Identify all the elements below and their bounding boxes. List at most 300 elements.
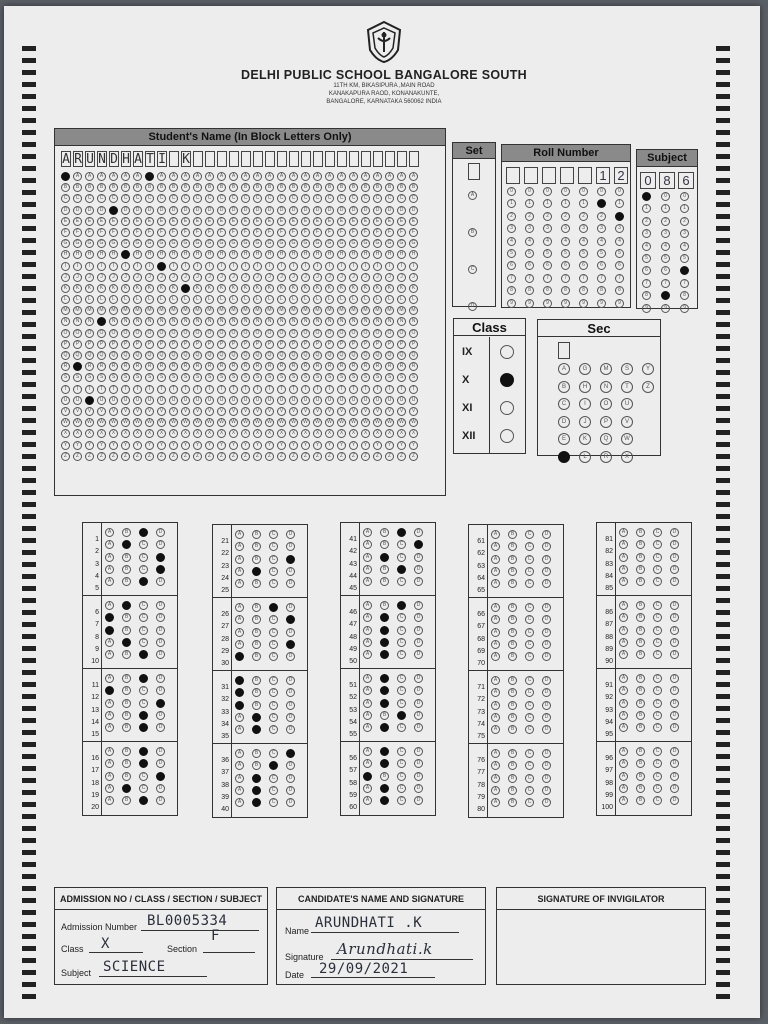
name-bubble[interactable]: X	[397, 429, 406, 438]
name-bubble[interactable]: M	[409, 306, 418, 315]
answer-bubble[interactable]: A	[619, 650, 628, 659]
name-bubble[interactable]: J	[313, 273, 322, 282]
answer-bubble[interactable]: C	[525, 713, 534, 722]
answer-bubble[interactable]: A	[619, 577, 628, 586]
name-bubble[interactable]: A	[229, 172, 238, 181]
name-bubble[interactable]: G	[133, 239, 142, 248]
roll_number-bubble[interactable]: 4	[543, 237, 552, 246]
name-bubble[interactable]: X	[241, 429, 250, 438]
answer-bubble[interactable]: B	[636, 626, 645, 635]
name-bubble[interactable]: V	[109, 407, 118, 416]
name-bubble[interactable]: B	[397, 183, 406, 192]
name-bubble[interactable]: R	[121, 362, 130, 371]
name-bubble[interactable]: L	[277, 295, 286, 304]
name-bubble[interactable]: Z	[385, 452, 394, 461]
answer-bubble[interactable]: D	[414, 577, 423, 586]
name-bubble[interactable]: O	[97, 329, 106, 338]
answer-bubble[interactable]: D	[156, 747, 165, 756]
roll_number-bubble[interactable]: 9	[525, 299, 534, 308]
name-bubble[interactable]: Q	[205, 351, 214, 360]
answer-bubble[interactable]: A	[363, 699, 372, 708]
name-letter-box[interactable]	[325, 151, 335, 167]
name-bubble[interactable]: X	[205, 429, 214, 438]
name-bubble[interactable]: K	[337, 284, 346, 293]
answer-bubble[interactable]: D	[286, 555, 295, 564]
name-bubble[interactable]: Y	[385, 441, 394, 450]
name-bubble[interactable]: H	[229, 250, 238, 259]
name-bubble[interactable]: L	[61, 295, 70, 304]
name-bubble[interactable]: Q	[397, 351, 406, 360]
subject-bubble[interactable]: 2	[661, 217, 670, 226]
name-bubble[interactable]: F	[361, 228, 370, 237]
answer-bubble[interactable]: B	[636, 686, 645, 695]
name-bubble[interactable]: Z	[121, 452, 130, 461]
name-bubble[interactable]: G	[265, 239, 274, 248]
name-bubble[interactable]: A	[157, 172, 166, 181]
name-letter-box[interactable]	[265, 151, 275, 167]
answer-bubble[interactable]: C	[269, 725, 278, 734]
name-bubble[interactable]: Q	[385, 351, 394, 360]
name-bubble[interactable]: I	[337, 262, 346, 271]
section-bubble[interactable]: C	[558, 398, 570, 410]
name-bubble[interactable]: L	[109, 295, 118, 304]
section-bubble[interactable]: P	[600, 416, 612, 428]
roll_number-bubble[interactable]: 2	[615, 212, 624, 221]
answer-bubble[interactable]: C	[653, 747, 662, 756]
name-bubble[interactable]: O	[337, 329, 346, 338]
answer-bubble[interactable]: A	[105, 613, 114, 622]
name-bubble[interactable]: E	[385, 217, 394, 226]
name-bubble[interactable]: B	[193, 183, 202, 192]
answer-bubble[interactable]: D	[670, 759, 679, 768]
name-bubble[interactable]: X	[289, 429, 298, 438]
name-bubble[interactable]: W	[121, 418, 130, 427]
name-bubble[interactable]: L	[337, 295, 346, 304]
name-bubble[interactable]: G	[409, 239, 418, 248]
answer-bubble[interactable]: B	[636, 699, 645, 708]
answer-bubble[interactable]: A	[491, 603, 500, 612]
name-bubble[interactable]: T	[325, 385, 334, 394]
roll_number-bubble[interactable]: 6	[579, 261, 588, 270]
name-bubble[interactable]: S	[205, 373, 214, 382]
subject-bubble[interactable]: 4	[680, 242, 689, 251]
name-bubble[interactable]: J	[373, 273, 382, 282]
answer-bubble[interactable]: C	[269, 555, 278, 564]
name-bubble[interactable]: P	[109, 340, 118, 349]
roll_number-bubble[interactable]: 2	[525, 212, 534, 221]
answer-bubble[interactable]: B	[252, 688, 261, 697]
name-bubble[interactable]: S	[373, 373, 382, 382]
name-bubble[interactable]: D	[253, 206, 262, 215]
name-bubble[interactable]: M	[265, 306, 274, 315]
answer-bubble[interactable]: B	[252, 652, 261, 661]
answer-bubble[interactable]: A	[619, 553, 628, 562]
roll_number-bubble[interactable]: 7	[561, 274, 570, 283]
section-bubble[interactable]: A	[558, 363, 570, 375]
name-bubble[interactable]: L	[313, 295, 322, 304]
name-bubble[interactable]: P	[301, 340, 310, 349]
name-letter-box[interactable]	[349, 151, 359, 167]
name-bubble[interactable]: J	[361, 273, 370, 282]
answer-bubble[interactable]: A	[619, 601, 628, 610]
name-bubble[interactable]: A	[241, 172, 250, 181]
name-bubble[interactable]: L	[193, 295, 202, 304]
name-bubble[interactable]: W	[145, 418, 154, 427]
name-bubble[interactable]: M	[277, 306, 286, 315]
name-bubble[interactable]: Z	[217, 452, 226, 461]
name-bubble[interactable]: A	[121, 172, 130, 181]
name-bubble[interactable]: A	[61, 172, 70, 181]
name-bubble[interactable]: B	[301, 183, 310, 192]
name-bubble[interactable]: Z	[85, 452, 94, 461]
name-bubble[interactable]: W	[85, 418, 94, 427]
name-bubble[interactable]: P	[157, 340, 166, 349]
name-bubble[interactable]: I	[145, 262, 154, 271]
roll_number-bubble[interactable]: 1	[543, 199, 552, 208]
roll_number-bubble[interactable]: 4	[561, 237, 570, 246]
answer-bubble[interactable]: A	[619, 796, 628, 805]
name-bubble[interactable]: K	[217, 284, 226, 293]
name-bubble[interactable]: Q	[193, 351, 202, 360]
name-bubble[interactable]: H	[289, 250, 298, 259]
name-bubble[interactable]: U	[73, 396, 82, 405]
name-bubble[interactable]: S	[229, 373, 238, 382]
name-bubble[interactable]: L	[157, 295, 166, 304]
answer-bubble[interactable]: D	[542, 555, 551, 564]
answer-bubble[interactable]: C	[397, 565, 406, 574]
answer-bubble[interactable]: B	[252, 749, 261, 758]
answer-bubble[interactable]: A	[619, 759, 628, 768]
class-option-bubble[interactable]	[500, 429, 514, 443]
name-bubble[interactable]: H	[301, 250, 310, 259]
name-bubble[interactable]: G	[253, 239, 262, 248]
answer-bubble[interactable]: C	[397, 528, 406, 537]
name-bubble[interactable]: S	[241, 373, 250, 382]
name-bubble[interactable]: M	[301, 306, 310, 315]
answer-bubble[interactable]: C	[525, 603, 534, 612]
name-bubble[interactable]: S	[61, 373, 70, 382]
name-bubble[interactable]: N	[325, 317, 334, 326]
name-bubble[interactable]: O	[241, 329, 250, 338]
answer-bubble[interactable]: D	[286, 567, 295, 576]
answer-bubble[interactable]: A	[491, 761, 500, 770]
name-bubble[interactable]: C	[373, 194, 382, 203]
answer-bubble[interactable]: C	[525, 688, 534, 697]
answer-bubble[interactable]: D	[670, 540, 679, 549]
name-bubble[interactable]: R	[289, 362, 298, 371]
name-bubble[interactable]: S	[121, 373, 130, 382]
answer-bubble[interactable]: A	[105, 626, 114, 635]
answer-bubble[interactable]: C	[525, 567, 534, 576]
answer-bubble[interactable]: B	[252, 798, 261, 807]
name-bubble[interactable]: K	[145, 284, 154, 293]
name-bubble[interactable]: F	[193, 228, 202, 237]
answer-bubble[interactable]: C	[653, 650, 662, 659]
name-bubble[interactable]: K	[205, 284, 214, 293]
name-bubble[interactable]: K	[313, 284, 322, 293]
name-bubble[interactable]: C	[169, 194, 178, 203]
answer-bubble[interactable]: B	[636, 759, 645, 768]
name-bubble[interactable]: K	[277, 284, 286, 293]
name-bubble[interactable]: F	[133, 228, 142, 237]
name-bubble[interactable]: H	[97, 250, 106, 259]
name-bubble[interactable]: G	[397, 239, 406, 248]
name-letter-box[interactable]	[313, 151, 323, 167]
subject-bubble[interactable]: 8	[661, 291, 670, 300]
answer-bubble[interactable]: C	[397, 540, 406, 549]
name-bubble[interactable]: M	[349, 306, 358, 315]
name-bubble[interactable]: V	[133, 407, 142, 416]
answer-bubble[interactable]: A	[235, 615, 244, 624]
answer-bubble[interactable]: D	[670, 577, 679, 586]
answer-bubble[interactable]: D	[414, 772, 423, 781]
name-bubble[interactable]: X	[373, 429, 382, 438]
name-bubble[interactable]: P	[409, 340, 418, 349]
answer-bubble[interactable]: B	[508, 555, 517, 564]
section-bubble[interactable]: Z	[642, 381, 654, 393]
answer-bubble[interactable]: C	[269, 652, 278, 661]
name-bubble[interactable]: U	[109, 396, 118, 405]
name-bubble[interactable]: F	[85, 228, 94, 237]
answer-bubble[interactable]: C	[653, 699, 662, 708]
name-letter-box[interactable]	[217, 151, 227, 167]
answer-bubble[interactable]: A	[619, 613, 628, 622]
name-bubble[interactable]: Z	[73, 452, 82, 461]
name-bubble[interactable]: B	[229, 183, 238, 192]
name-bubble[interactable]: B	[241, 183, 250, 192]
name-bubble[interactable]: O	[349, 329, 358, 338]
name-bubble[interactable]: U	[181, 396, 190, 405]
name-bubble[interactable]: P	[289, 340, 298, 349]
answer-bubble[interactable]: B	[636, 747, 645, 756]
answer-bubble[interactable]: D	[286, 579, 295, 588]
answer-bubble[interactable]: B	[380, 540, 389, 549]
name-bubble[interactable]: W	[325, 418, 334, 427]
answer-bubble[interactable]: A	[105, 565, 114, 574]
name-bubble[interactable]: C	[409, 194, 418, 203]
subject-bubble[interactable]: 3	[642, 229, 651, 238]
name-bubble[interactable]: J	[61, 273, 70, 282]
name-bubble[interactable]: T	[385, 385, 394, 394]
answer-bubble[interactable]: D	[156, 528, 165, 537]
name-bubble[interactable]: N	[193, 317, 202, 326]
name-bubble[interactable]: C	[385, 194, 394, 203]
name-bubble[interactable]: U	[145, 396, 154, 405]
name-bubble[interactable]: G	[217, 239, 226, 248]
name-bubble[interactable]: P	[145, 340, 154, 349]
name-bubble[interactable]: O	[409, 329, 418, 338]
name-bubble[interactable]: K	[133, 284, 142, 293]
name-bubble[interactable]: M	[121, 306, 130, 315]
name-bubble[interactable]: K	[361, 284, 370, 293]
answer-bubble[interactable]: A	[491, 579, 500, 588]
name-bubble[interactable]: T	[169, 385, 178, 394]
answer-bubble[interactable]: B	[380, 626, 389, 635]
answer-bubble[interactable]: C	[397, 601, 406, 610]
name-bubble[interactable]: F	[289, 228, 298, 237]
answer-bubble[interactable]: C	[139, 577, 148, 586]
answer-bubble[interactable]: A	[363, 601, 372, 610]
roll_number-bubble[interactable]: 0	[525, 187, 534, 196]
name-bubble[interactable]: C	[253, 194, 262, 203]
name-bubble[interactable]: K	[169, 284, 178, 293]
answer-bubble[interactable]: D	[286, 749, 295, 758]
name-bubble[interactable]: U	[325, 396, 334, 405]
answer-bubble[interactable]: A	[235, 701, 244, 710]
roll_number-bubble[interactable]: 8	[597, 286, 606, 295]
answer-bubble[interactable]: D	[286, 774, 295, 783]
roll_number-bubble[interactable]: 1	[507, 199, 516, 208]
name-bubble[interactable]: A	[337, 172, 346, 181]
answer-bubble[interactable]: B	[252, 640, 261, 649]
name-bubble[interactable]: D	[73, 206, 82, 215]
name-bubble[interactable]: E	[157, 217, 166, 226]
section-bubble[interactable]: D	[558, 416, 570, 428]
answer-bubble[interactable]: D	[156, 626, 165, 635]
name-bubble[interactable]: L	[373, 295, 382, 304]
name-bubble[interactable]: E	[229, 217, 238, 226]
name-bubble[interactable]: T	[301, 385, 310, 394]
name-bubble[interactable]: M	[229, 306, 238, 315]
name-bubble[interactable]: H	[361, 250, 370, 259]
name-bubble[interactable]: U	[85, 396, 94, 405]
name-bubble[interactable]: B	[85, 183, 94, 192]
name-bubble[interactable]: I	[73, 262, 82, 271]
name-bubble[interactable]: U	[253, 396, 262, 405]
answer-bubble[interactable]: A	[235, 567, 244, 576]
roll_number-bubble[interactable]: 4	[615, 237, 624, 246]
answer-bubble[interactable]: D	[670, 553, 679, 562]
answer-bubble[interactable]: C	[397, 577, 406, 586]
name-bubble[interactable]: G	[373, 239, 382, 248]
name-bubble[interactable]: E	[133, 217, 142, 226]
name-bubble[interactable]: Z	[241, 452, 250, 461]
name-bubble[interactable]: U	[193, 396, 202, 405]
roll_number-bubble[interactable]: 6	[525, 261, 534, 270]
answer-bubble[interactable]: C	[653, 711, 662, 720]
name-bubble[interactable]: X	[145, 429, 154, 438]
name-bubble[interactable]: O	[169, 329, 178, 338]
answer-bubble[interactable]: D	[286, 676, 295, 685]
name-bubble[interactable]: J	[265, 273, 274, 282]
answer-bubble[interactable]: C	[269, 676, 278, 685]
name-bubble[interactable]: M	[217, 306, 226, 315]
class-option-bubble[interactable]	[500, 345, 514, 359]
answer-bubble[interactable]: D	[156, 553, 165, 562]
name-bubble[interactable]: A	[169, 172, 178, 181]
name-bubble[interactable]: S	[385, 373, 394, 382]
answer-bubble[interactable]: D	[542, 798, 551, 807]
subject-bubble[interactable]: 0	[680, 192, 689, 201]
name-bubble[interactable]: Z	[97, 452, 106, 461]
name-bubble[interactable]: L	[145, 295, 154, 304]
name-bubble[interactable]: O	[133, 329, 142, 338]
name-bubble[interactable]: G	[277, 239, 286, 248]
name-bubble[interactable]: N	[229, 317, 238, 326]
section-bubble[interactable]: I	[579, 398, 591, 410]
name-bubble[interactable]: N	[361, 317, 370, 326]
section-bubble[interactable]: M	[600, 363, 612, 375]
name-bubble[interactable]: A	[289, 172, 298, 181]
answer-bubble[interactable]: D	[542, 542, 551, 551]
name-bubble[interactable]: V	[217, 407, 226, 416]
name-bubble[interactable]: P	[229, 340, 238, 349]
name-letter-box[interactable]: D	[110, 152, 118, 167]
name-bubble[interactable]: F	[121, 228, 130, 237]
name-bubble[interactable]: T	[253, 385, 262, 394]
answer-bubble[interactable]: C	[653, 553, 662, 562]
name-bubble[interactable]: F	[265, 228, 274, 237]
answer-bubble[interactable]: C	[269, 603, 278, 612]
name-bubble[interactable]: I	[289, 262, 298, 271]
name-bubble[interactable]: Z	[301, 452, 310, 461]
answer-bubble[interactable]: D	[542, 652, 551, 661]
name-bubble[interactable]: V	[337, 407, 346, 416]
name-bubble[interactable]: M	[73, 306, 82, 315]
answer-bubble[interactable]: B	[380, 674, 389, 683]
answer-bubble[interactable]: C	[269, 530, 278, 539]
name-bubble[interactable]: S	[73, 373, 82, 382]
answer-bubble[interactable]: C	[397, 796, 406, 805]
roll_number-bubble[interactable]: 1	[561, 199, 570, 208]
answer-bubble[interactable]: D	[670, 711, 679, 720]
name-bubble[interactable]: Q	[109, 351, 118, 360]
answer-bubble[interactable]: D	[286, 615, 295, 624]
name-bubble[interactable]: A	[277, 172, 286, 181]
answer-bubble[interactable]: D	[286, 652, 295, 661]
answer-bubble[interactable]: D	[670, 601, 679, 610]
answer-bubble[interactable]: A	[491, 725, 500, 734]
answer-bubble[interactable]: A	[491, 774, 500, 783]
answer-bubble[interactable]: C	[525, 530, 534, 539]
roll_number-bubble[interactable]: 0	[543, 187, 552, 196]
name-bubble[interactable]: L	[301, 295, 310, 304]
answer-bubble[interactable]: A	[105, 796, 114, 805]
answer-bubble[interactable]: B	[508, 652, 517, 661]
name-bubble[interactable]: B	[169, 183, 178, 192]
answer-bubble[interactable]: A	[491, 640, 500, 649]
name-bubble[interactable]: J	[145, 273, 154, 282]
name-letter-box[interactable]	[229, 151, 239, 167]
name-bubble[interactable]: U	[289, 396, 298, 405]
subject-bubble[interactable]: 6	[642, 266, 651, 275]
roll_number-bubble[interactable]: 3	[597, 224, 606, 233]
name-bubble[interactable]: I	[193, 262, 202, 271]
answer-bubble[interactable]: A	[105, 674, 114, 683]
answer-bubble[interactable]: D	[542, 615, 551, 624]
name-bubble[interactable]: K	[241, 284, 250, 293]
answer-bubble[interactable]: C	[525, 615, 534, 624]
answer-bubble[interactable]: B	[122, 796, 131, 805]
name-bubble[interactable]: N	[373, 317, 382, 326]
name-bubble[interactable]: K	[229, 284, 238, 293]
name-bubble[interactable]: N	[409, 317, 418, 326]
name-bubble[interactable]: A	[325, 172, 334, 181]
subject-bubble[interactable]: 4	[642, 242, 651, 251]
name-bubble[interactable]: L	[241, 295, 250, 304]
name-bubble[interactable]: T	[97, 385, 106, 394]
name-bubble[interactable]: S	[217, 373, 226, 382]
name-bubble[interactable]: Q	[289, 351, 298, 360]
roll_number-bubble[interactable]: 3	[561, 224, 570, 233]
name-bubble[interactable]: I	[217, 262, 226, 271]
name-bubble[interactable]: R	[229, 362, 238, 371]
answer-bubble[interactable]: B	[122, 711, 131, 720]
name-bubble[interactable]: C	[229, 194, 238, 203]
answer-bubble[interactable]: C	[525, 628, 534, 637]
answer-bubble[interactable]: D	[286, 786, 295, 795]
name-bubble[interactable]: V	[157, 407, 166, 416]
